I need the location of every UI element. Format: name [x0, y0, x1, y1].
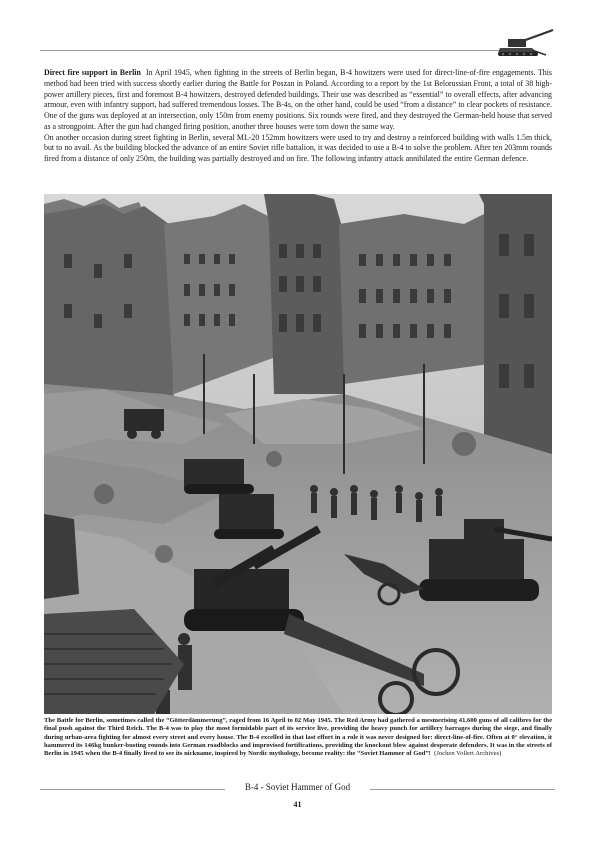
paragraph-1: In April 1945, when fighting in the streets of Berlin began, B-4 howitzers were used for direct-line-of-fire engagements. This method had been tried with success shortly earlier during the Battle for Poszan in Poland. According to a report by the 1st Belorussian Front, a total of 38 high-power artillery pieces, first and foremost B-4 howitzers, destroyed defended buildings. Their use was described as “essential” to overall effects, after advancing armour, even with infantry support, had suffered tremendous losses. The B-4s, on the other hand, could be used “from a distance” to clear pockets of resistance. One of the guns was deployed at an intersection, only 150m from enemy positions. Six rounds were fired, and they destroyed the German-held house that served as a strongpoint. After the gun had changed firing position, another three houses were torn down the same way.: [44, 68, 552, 131]
photo-credit: (Jochen Vollert Archives): [434, 750, 502, 758]
b4-howitzer-silhouette-icon: [496, 28, 554, 58]
photo-caption: [44, 717, 552, 758]
b4-howitzers-in-ruined-berlin-street-photo: [44, 194, 552, 714]
footer-rule-right: [370, 789, 555, 790]
article-body: [44, 68, 552, 165]
footer-rule-left: [40, 789, 225, 790]
section-heading: Direct fire support in Berlin: [44, 68, 141, 77]
paragraph-2: On another occasion during street fighting in Berlin, several ML-20 152mm howitzers were used to try and destroy a reinforced building with walls 1.5m thick, but to no avail. As the building blocked the advance of an entire Soviet rifle battalion, it was decided to use a B-4 to solve the problem. After ten 203mm rounds fired from a distance of only 250m, the building was partially destroyed and on fire. The following infantry attack annihilated the entire German defence.: [44, 132, 552, 163]
header-rule: [40, 50, 498, 51]
footer-book-title: B-4 - Soviet Hammer of God: [244, 782, 351, 792]
caption-text: The Battle for Berlin, sometimes called the “Götterdämmerung”, raged from 16 April to 02 May 1945. The Red Army had gathered a mesmerising 41,600 guns of all calibres for the final push against the Third Reich. The B-4 was to play the most formidable part of its service live, providing the heavy punch for artillery barrages during the siege, and finally during urban-area fighting for almost every street and every house. The B-4 excelled in that last effort in a role it was never designed for: direct-line-of-fire. Often at 0° elevation, it hammered its 146kg bunker-busting rounds into German roadblocks and improvised fortifications, providing the knockout blow against desperate defenders. It was in the streets of Berlin in 1945 when the B-4 finally lived to see its nickname, inspired by Nordic mythology, become reality: the “Soviet Hammer of God”!: [44, 717, 552, 758]
page-number: 41: [293, 800, 302, 809]
